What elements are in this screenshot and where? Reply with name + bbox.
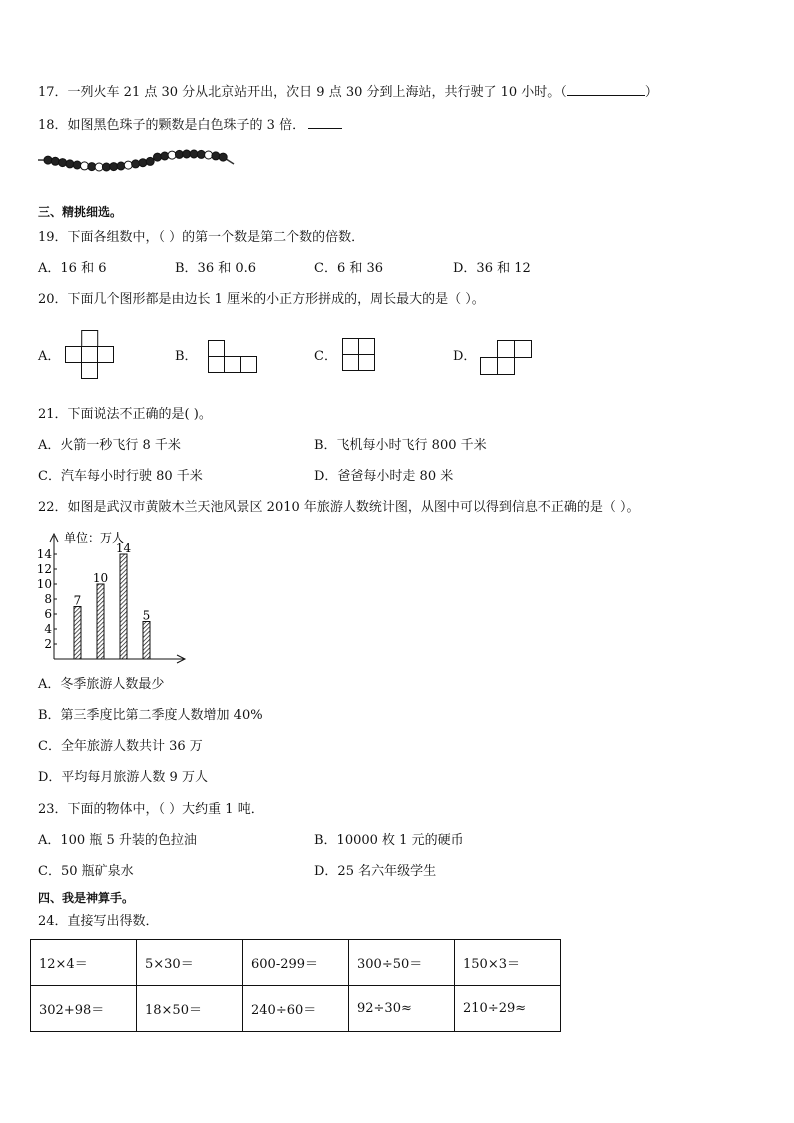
beads-figure — [36, 148, 236, 188]
table-cell[interactable]: 92÷30≈ — [349, 986, 455, 1032]
option-b[interactable]: B．36 和 0.6 — [175, 261, 257, 276]
table-cell[interactable]: 300÷50＝ — [349, 940, 455, 986]
black-bead — [88, 163, 96, 171]
question-24-text: 24．直接写出得数． — [38, 914, 159, 929]
table-cell[interactable]: 240÷60＝ — [243, 986, 349, 1032]
data-label: 10 — [92, 571, 109, 585]
table-cell[interactable]: 210÷29≈ — [455, 986, 561, 1032]
table-cell[interactable]: 600-299＝ — [243, 940, 349, 986]
question-17-text: 17．一列火车 21 点 30 分从北京站开出，次日 9 点 30 分到上海站，共行驶了 10 小时。（ — [38, 85, 567, 100]
white-bead — [205, 151, 213, 159]
white-bead — [81, 162, 89, 170]
question-20-text: 20．下面几个图形都是由边长 1 厘米的小正方形拼成的，周长最大的是（ ）。 — [38, 292, 485, 307]
table-cell[interactable]: 18×50＝ — [137, 986, 243, 1032]
option-b[interactable]: B．10000 枚 1 元的硬币 — [314, 833, 464, 848]
data-label: 5 — [142, 608, 151, 623]
shape-a-figure — [65, 330, 117, 382]
black-bead — [161, 152, 169, 160]
y-tick-label: 2 — [44, 637, 52, 651]
black-bead — [110, 163, 118, 171]
question-23-text: 23．下面的物体中，（ ）大约重 1 吨． — [38, 802, 264, 817]
y-tick-label: 12 — [36, 562, 52, 576]
option-c[interactable]: C．全年旅游人数共计 36 万 — [38, 739, 203, 754]
option-b[interactable]: B．第三季度比第二季度人数增加 40% — [38, 708, 263, 723]
y-tick-label: 4 — [44, 622, 52, 636]
question-18-text: 18．如图黑色珠子的颗数是白色珠子的 3 倍． — [38, 118, 306, 133]
question-22-text: 22．如图是武汉市黄陂木兰天池风景区 2010 年旅游人数统计图，从图中可以得到信息不正确的是（ ）。 — [38, 500, 640, 515]
shape-c-figure — [342, 338, 378, 374]
shape-b-figure — [208, 340, 258, 374]
option-c[interactable]: C． — [314, 349, 337, 364]
option-b[interactable]: B．飞机每小时飞行 800 千米 — [314, 438, 487, 453]
black-bead — [154, 153, 162, 161]
white-bead — [124, 161, 132, 169]
table-cell[interactable]: 12×4＝ — [31, 940, 137, 986]
black-bead — [51, 157, 59, 165]
calculation-table — [30, 939, 561, 1032]
option-a[interactable]: A． — [38, 349, 61, 364]
table-cell[interactable]: 5×30＝ — [137, 940, 243, 986]
answer-blank[interactable] — [308, 115, 342, 129]
option-d[interactable]: D．25 名六年级学生 — [314, 864, 437, 879]
white-bead — [168, 151, 176, 159]
black-bead — [212, 152, 220, 160]
bar — [143, 622, 150, 660]
table-row — [31, 940, 561, 986]
black-bead — [132, 160, 140, 168]
black-bead — [117, 162, 125, 170]
option-a[interactable]: A．火箭一秒飞行 8 千米 — [38, 438, 181, 453]
bar — [74, 607, 81, 660]
option-b[interactable]: B． — [175, 349, 198, 364]
black-bead — [219, 153, 227, 161]
data-label: 14 — [115, 541, 132, 555]
table-row — [31, 986, 561, 1032]
option-a[interactable]: A．冬季旅游人数最少 — [38, 677, 165, 692]
black-bead — [190, 150, 198, 158]
black-bead — [139, 159, 147, 167]
bar — [97, 584, 104, 659]
option-d[interactable]: D．爸爸每小时走 80 米 — [314, 469, 454, 484]
option-c[interactable]: C．汽车每小时行驶 80 千米 — [38, 469, 203, 484]
option-a[interactable]: A．16 和 6 — [38, 261, 107, 276]
y-tick-label: 8 — [44, 592, 52, 606]
question-19-text: 19．下面各组数中，（ ）的第一个数是第二个数的倍数． — [38, 230, 365, 245]
y-tick-label: 10 — [36, 577, 52, 591]
section-title: 四、我是神算手。 — [38, 891, 135, 905]
option-c[interactable]: C．6 和 36 — [314, 261, 384, 276]
black-bead — [44, 156, 52, 164]
bar-chart — [36, 528, 190, 668]
option-d[interactable]: D．36 和 12 — [453, 261, 531, 276]
question-17: 17．一列火车 21 点 30 分从北京站开出，次日 9 点 30 分到上海站，共行驶了 10 小时。（ ） — [38, 82, 658, 102]
chart-unit-label: 单位：万人 — [64, 531, 125, 545]
option-a[interactable]: A．100 瓶 5 升装的色拉油 — [38, 833, 197, 848]
option-c[interactable]: C．50 瓶矿泉水 — [38, 864, 134, 879]
y-tick-label: 6 — [44, 607, 52, 621]
table-cell[interactable]: 302+98＝ — [31, 986, 137, 1032]
black-bead — [66, 160, 74, 168]
data-label: 7 — [73, 593, 82, 608]
black-bead — [197, 150, 205, 158]
y-tick-label: 14 — [36, 547, 52, 561]
black-bead — [146, 157, 154, 165]
question-18 — [38, 115, 342, 135]
black-bead — [73, 161, 81, 169]
shape-d-figure — [480, 340, 534, 376]
question-21-text: 21．下面说法不正确的是( )。 — [38, 407, 212, 422]
option-d[interactable]: D．平均每月旅游人数 9 万人 — [38, 770, 208, 785]
black-bead — [102, 163, 110, 171]
table-cell[interactable]: 150×3＝ — [455, 940, 561, 986]
option-d[interactable]: D． — [453, 349, 477, 364]
section-title: 三、精挑细选。 — [38, 205, 123, 219]
black-bead — [175, 150, 183, 158]
answer-blank[interactable] — [567, 82, 645, 96]
black-bead — [59, 159, 67, 167]
bar — [120, 554, 127, 659]
